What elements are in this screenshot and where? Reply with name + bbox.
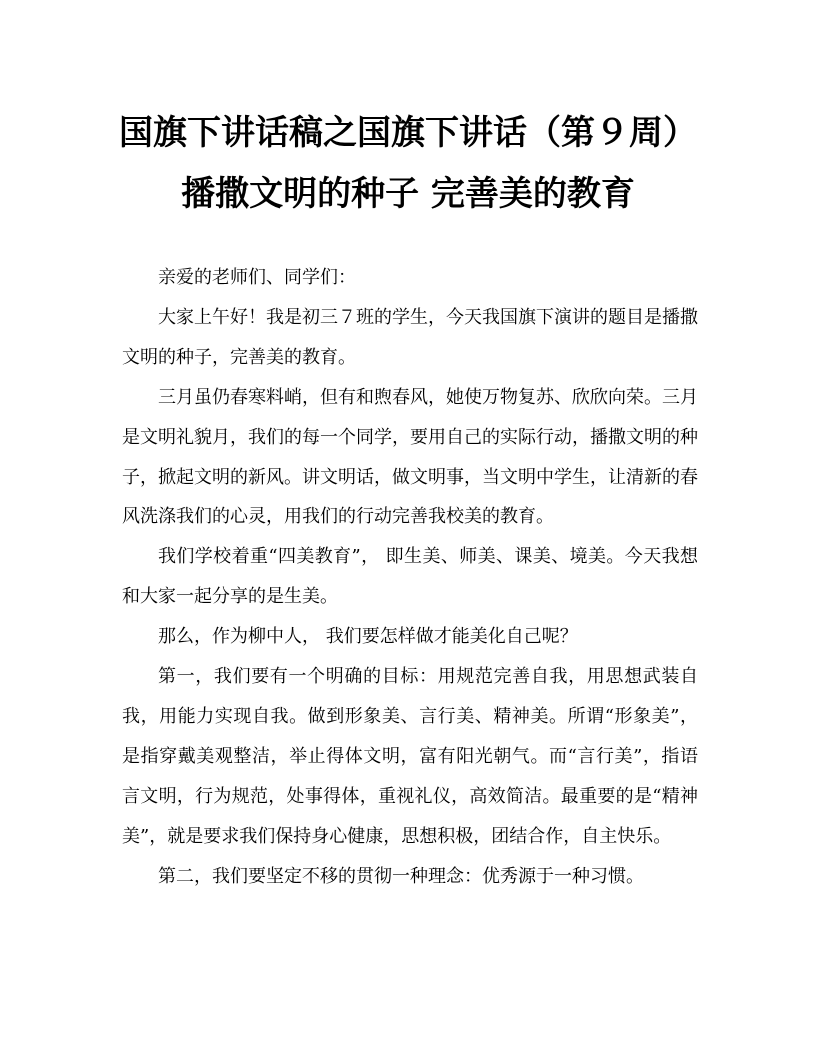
document-body bbox=[122, 258, 698, 897]
paragraph-march: 三月虽仍春寒料峭，但有和煦春风，她使万物复苏、欣欣向荣。三月是文明礼貌月，我们的每一个同学，要用自己的实际行动，播撒文明的种子，掀起文明的新风。讲文明话，做文明事，当文明中学生，让清新的春风洗涤我们的心灵，用我们的行动完善我校美的教育。 bbox=[122, 386, 698, 528]
paragraph-greeting: 亲爱的老师们、同学们： bbox=[158, 267, 356, 288]
paragraph-second-point: 第二，我们要坚定不移的贯彻一种理念：优秀源于一种习惯。 bbox=[158, 865, 644, 887]
paragraph-question: 那么，作为柳中人， 我们要怎样做才能美化自己呢？ bbox=[158, 626, 578, 648]
paragraph-first-point: 第一，我们要有一个明确的目标：用规范完善自我，用思想武装自我，用能力实现自我。做到形象美、言行美、精神美。所谓“形象美”，是指穿戴美观整洁，举止得体文明，富有阳光朝气。而“言行美”，指语言文明，行为规范，处事得体，重视礼仪，高效简洁。最重要的是“精神美”，就是要求我们保持身心健康，思想积极，团结合作，自主快乐。 bbox=[122, 666, 698, 847]
paragraph-intro: 大家上午好！我是初三７班的学生，今天我国旗下演讲的题目是播撒文明的种子，完善美的教育。 bbox=[122, 306, 698, 368]
document-subtitle: 播撒文明的种子 完善美的教育 bbox=[181, 174, 635, 214]
document-title: 国旗下讲话稿之国旗下讲话（第９周） bbox=[119, 113, 697, 153]
paragraph-four-beauties: 我们学校着重“四美教育”， 即生美、师美、课美、境美。今天我想和大家一起分享的是生美。 bbox=[122, 546, 698, 608]
